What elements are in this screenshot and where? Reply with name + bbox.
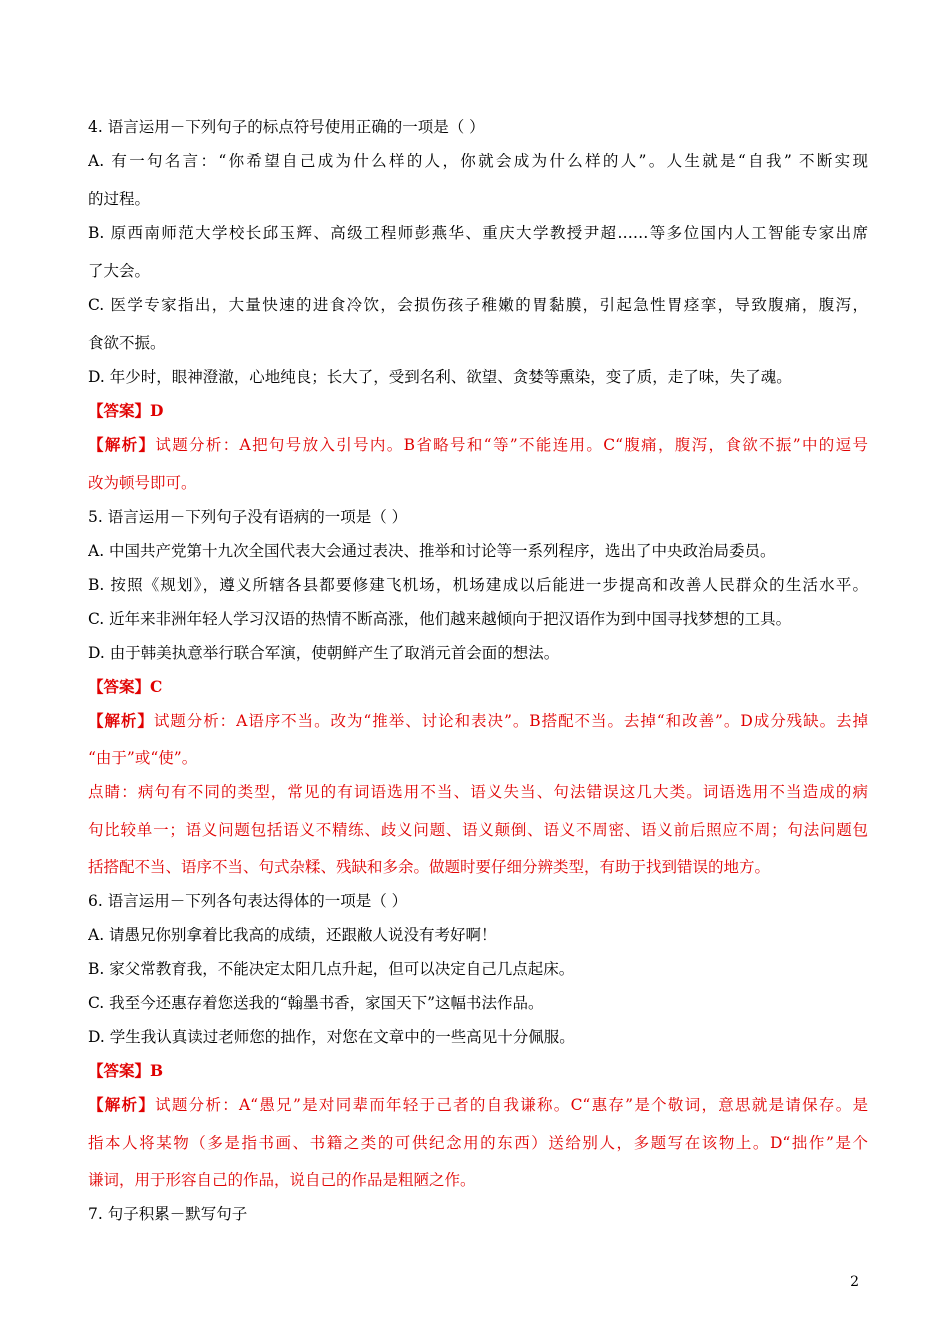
question-line: 5. 语言运用－下列句子没有语病的一项是（ ） — [88, 508, 408, 526]
analysis-line — [88, 711, 868, 731]
option-line: B. 家父常教育我，不能决定太阳几点升起，但可以决定自己几点起床。 — [88, 960, 575, 978]
option-line: A. 有一句名言：“你希望自己成为什么样的人，你就会成为什么样的人”。人生就是“自我” 不断实现 — [88, 152, 868, 170]
question-line: 7. 句子积累－默写句子 — [88, 1205, 248, 1223]
analysis-text-line: 指本人将某物（多是指书画、书籍之类的可供纪念用的东西）送给别人，多题写在该物上。D“拙作”是个 — [88, 1134, 868, 1152]
option-line: C. 医学专家指出，大量快速的进食冷饮，会损伤孩子稚嫩的胃黏膜，引起急性胃痉挛，导致腹痛，腹泻， — [88, 296, 868, 314]
analysis-text: 试题分析：A语序不当。改为“推举、讨论和表决”。B搭配不当。去掉“和改善”。D成分残缺。去掉 — [153, 712, 868, 730]
option-line: C. 近年来非洲年轻人学习汉语的热情不断高涨，他们越来越倾向于把汉语作为到中国寻找梦想的工具。 — [88, 610, 792, 628]
option-line: 的过程。 — [88, 190, 151, 208]
question-line: 6. 语言运用－下列各句表达得体的一项是（ ） — [88, 892, 408, 910]
analysis-text-line: “由于”或“使”。 — [88, 749, 198, 767]
option-line: D. 年少时，眼神澄澈，心地纯良；长大了，受到名利、欲望、贪婪等熏染，变了质，走了味，失了魂。 — [88, 368, 792, 386]
answer-line: 【答案】C — [88, 677, 163, 696]
option-line: B. 原西南师范大学校长邱玉辉、高级工程师彭燕华、重庆大学教授尹超……等多位国内人工智能专家出席 — [88, 224, 868, 242]
analysis-text-line: 改为顿号即可。 — [88, 474, 197, 492]
analysis-tag: 【解析】 — [88, 1095, 156, 1114]
analysis-line — [88, 435, 868, 455]
analysis-tag: 【解析】 — [88, 435, 156, 454]
analysis-text-line: 谦词，用于形容自己的作品，说自己的作品是粗陋之作。 — [88, 1171, 476, 1189]
question-line: 4. 语言运用－下列句子的标点符号使用正确的一项是（ ） — [88, 118, 485, 136]
analysis-text: 试题分析：A“愚兄”是对同辈而年轻于己者的自我谦称。C“惠存”是个敬词，意思就是请保存。是 — [155, 1096, 868, 1114]
answer-line: 【答案】D — [88, 401, 164, 420]
analysis-text-line: 括搭配不当、语序不当、句式杂糅、残缺和多余。做题时要仔细分辨类型，有助于找到错误的地方。 — [88, 858, 771, 876]
option-line: B. 按照《规划》，遵义所辖各县都要修建飞机场，机场建成以后能进一步提高和改善人民群众的生活水平。 — [88, 576, 868, 594]
option-line: D. 由于韩美执意举行联合军演，使朝鲜产生了取消元首会面的想法。 — [88, 644, 560, 662]
analysis-text-line: 句比较单一；语义问题包括语义不精练、歧义问题、语义颠倒、语义不周密、语义前后照应不周；句法问题包 — [88, 821, 868, 839]
option-line: A. 请愚兄你别拿着比我高的成绩，还跟敝人说没有考好啊！ — [88, 926, 497, 944]
answer-line: 【答案】B — [88, 1061, 164, 1080]
option-line: D. 学生我认真读过老师您的拙作，对您在文章中的一些高见十分佩服。 — [88, 1028, 575, 1046]
analysis-tag: 【解析】 — [88, 711, 154, 730]
page-number: 2 — [850, 1274, 859, 1290]
analysis-text-line: 点睛：病句有不同的类型，常见的有词语选用不当、语义失当、句法错误这几大类。词语选用不当造成的病 — [88, 783, 868, 801]
option-line: 食欲不振。 — [88, 334, 166, 352]
option-line: C. 我至今还惠存着您送我的“翰墨书香，家国天下”这幅书法作品。 — [88, 994, 544, 1012]
option-line: 了大会。 — [88, 262, 151, 280]
option-line: A. 中国共产党第十九次全国代表大会通过表决、推举和讨论等一系列程序，选出了中央政治局委员。 — [88, 542, 776, 560]
analysis-line — [88, 1095, 868, 1115]
analysis-text: 试题分析：A把句号放入引号内。B省略号和“等”不能连用。C“腹痛，腹泻，食欲不振”中的逗号 — [155, 436, 868, 454]
